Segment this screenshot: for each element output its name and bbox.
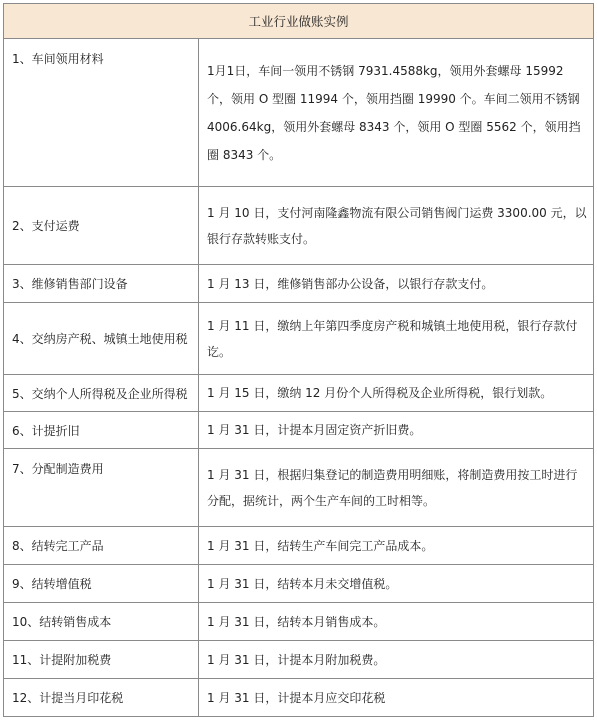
item-cell: 4、交纳房产税、城镇土地使用税 <box>4 303 199 375</box>
table-title: 工业行业做账实例 <box>4 4 594 39</box>
item-cell: 8、结转完工产品 <box>4 527 199 565</box>
table-row <box>4 412 594 449</box>
table-row <box>4 375 594 412</box>
desc-cell: 1 月 31 日，计提本月固定资产折旧费。 <box>199 412 594 449</box>
desc-cell: 1 月 11 日，缴纳上年第四季度房产税和城镇土地使用税，银行存款付讫。 <box>199 303 594 375</box>
table-row <box>4 303 594 375</box>
item-cell: 9、结转增值税 <box>4 565 199 603</box>
desc-cell: 1 月 31 日，结转生产车间完工产品成本。 <box>199 527 594 565</box>
table-row <box>4 565 594 603</box>
item-cell: 10、结转销售成本 <box>4 603 199 641</box>
table-row <box>4 449 594 527</box>
item-cell: 11、计提附加税费 <box>4 641 199 679</box>
desc-cell: 1 月 13 日，维修销售部办公设备，以银行存款支付。 <box>199 265 594 303</box>
desc-cell: 1月1日，车间一领用不锈钢 7931.4588kg，领用外套螺母 15992个，领用 O 型圈 11994 个，领用挡圈 19990 个。车间二领用不锈钢4006.64kg，领用外套螺母 8343 个，领用 O 型圈 5562 个，领用挡圈 8343 个。 <box>199 39 594 187</box>
table-row <box>4 603 594 641</box>
desc-cell: 1 月 31 日，计提本月应交印花税 <box>199 679 594 717</box>
desc-cell: 1 月 31 日，计提本月附加税费。 <box>199 641 594 679</box>
item-cell: 6、计提折旧 <box>4 412 199 449</box>
desc-cell: 1 月 31 日，结转本月未交增值税。 <box>199 565 594 603</box>
table-row <box>4 265 594 303</box>
item-cell: 3、维修销售部门设备 <box>4 265 199 303</box>
table-row <box>4 187 594 265</box>
item-cell: 12、计提当月印花税 <box>4 679 199 717</box>
item-cell: 1、车间领用材料 <box>4 39 199 187</box>
table-title-row <box>4 4 594 39</box>
item-cell: 2、支付运费 <box>4 187 199 265</box>
table-row <box>4 641 594 679</box>
desc-cell: 1 月 31 日，结转本月销售成本。 <box>199 603 594 641</box>
item-cell: 5、交纳个人所得税及企业所得税 <box>4 375 199 412</box>
table-row <box>4 39 594 187</box>
item-cell: 7、分配制造费用 <box>4 449 199 527</box>
accounting-examples-table <box>3 3 594 717</box>
desc-cell: 1 月 15 日，缴纳 12 月份个人所得税及企业所得税，银行划款。 <box>199 375 594 412</box>
desc-cell: 1 月 31 日，根据归集登记的制造费用明细账，将制造费用按工时进行分配，据统计，两个生产车间的工时相等。 <box>199 449 594 527</box>
table-row <box>4 679 594 717</box>
table-row <box>4 527 594 565</box>
desc-cell: 1 月 10 日，支付河南隆鑫物流有限公司销售阀门运费 3300.00 元，以银行存款转账支付。 <box>199 187 594 265</box>
